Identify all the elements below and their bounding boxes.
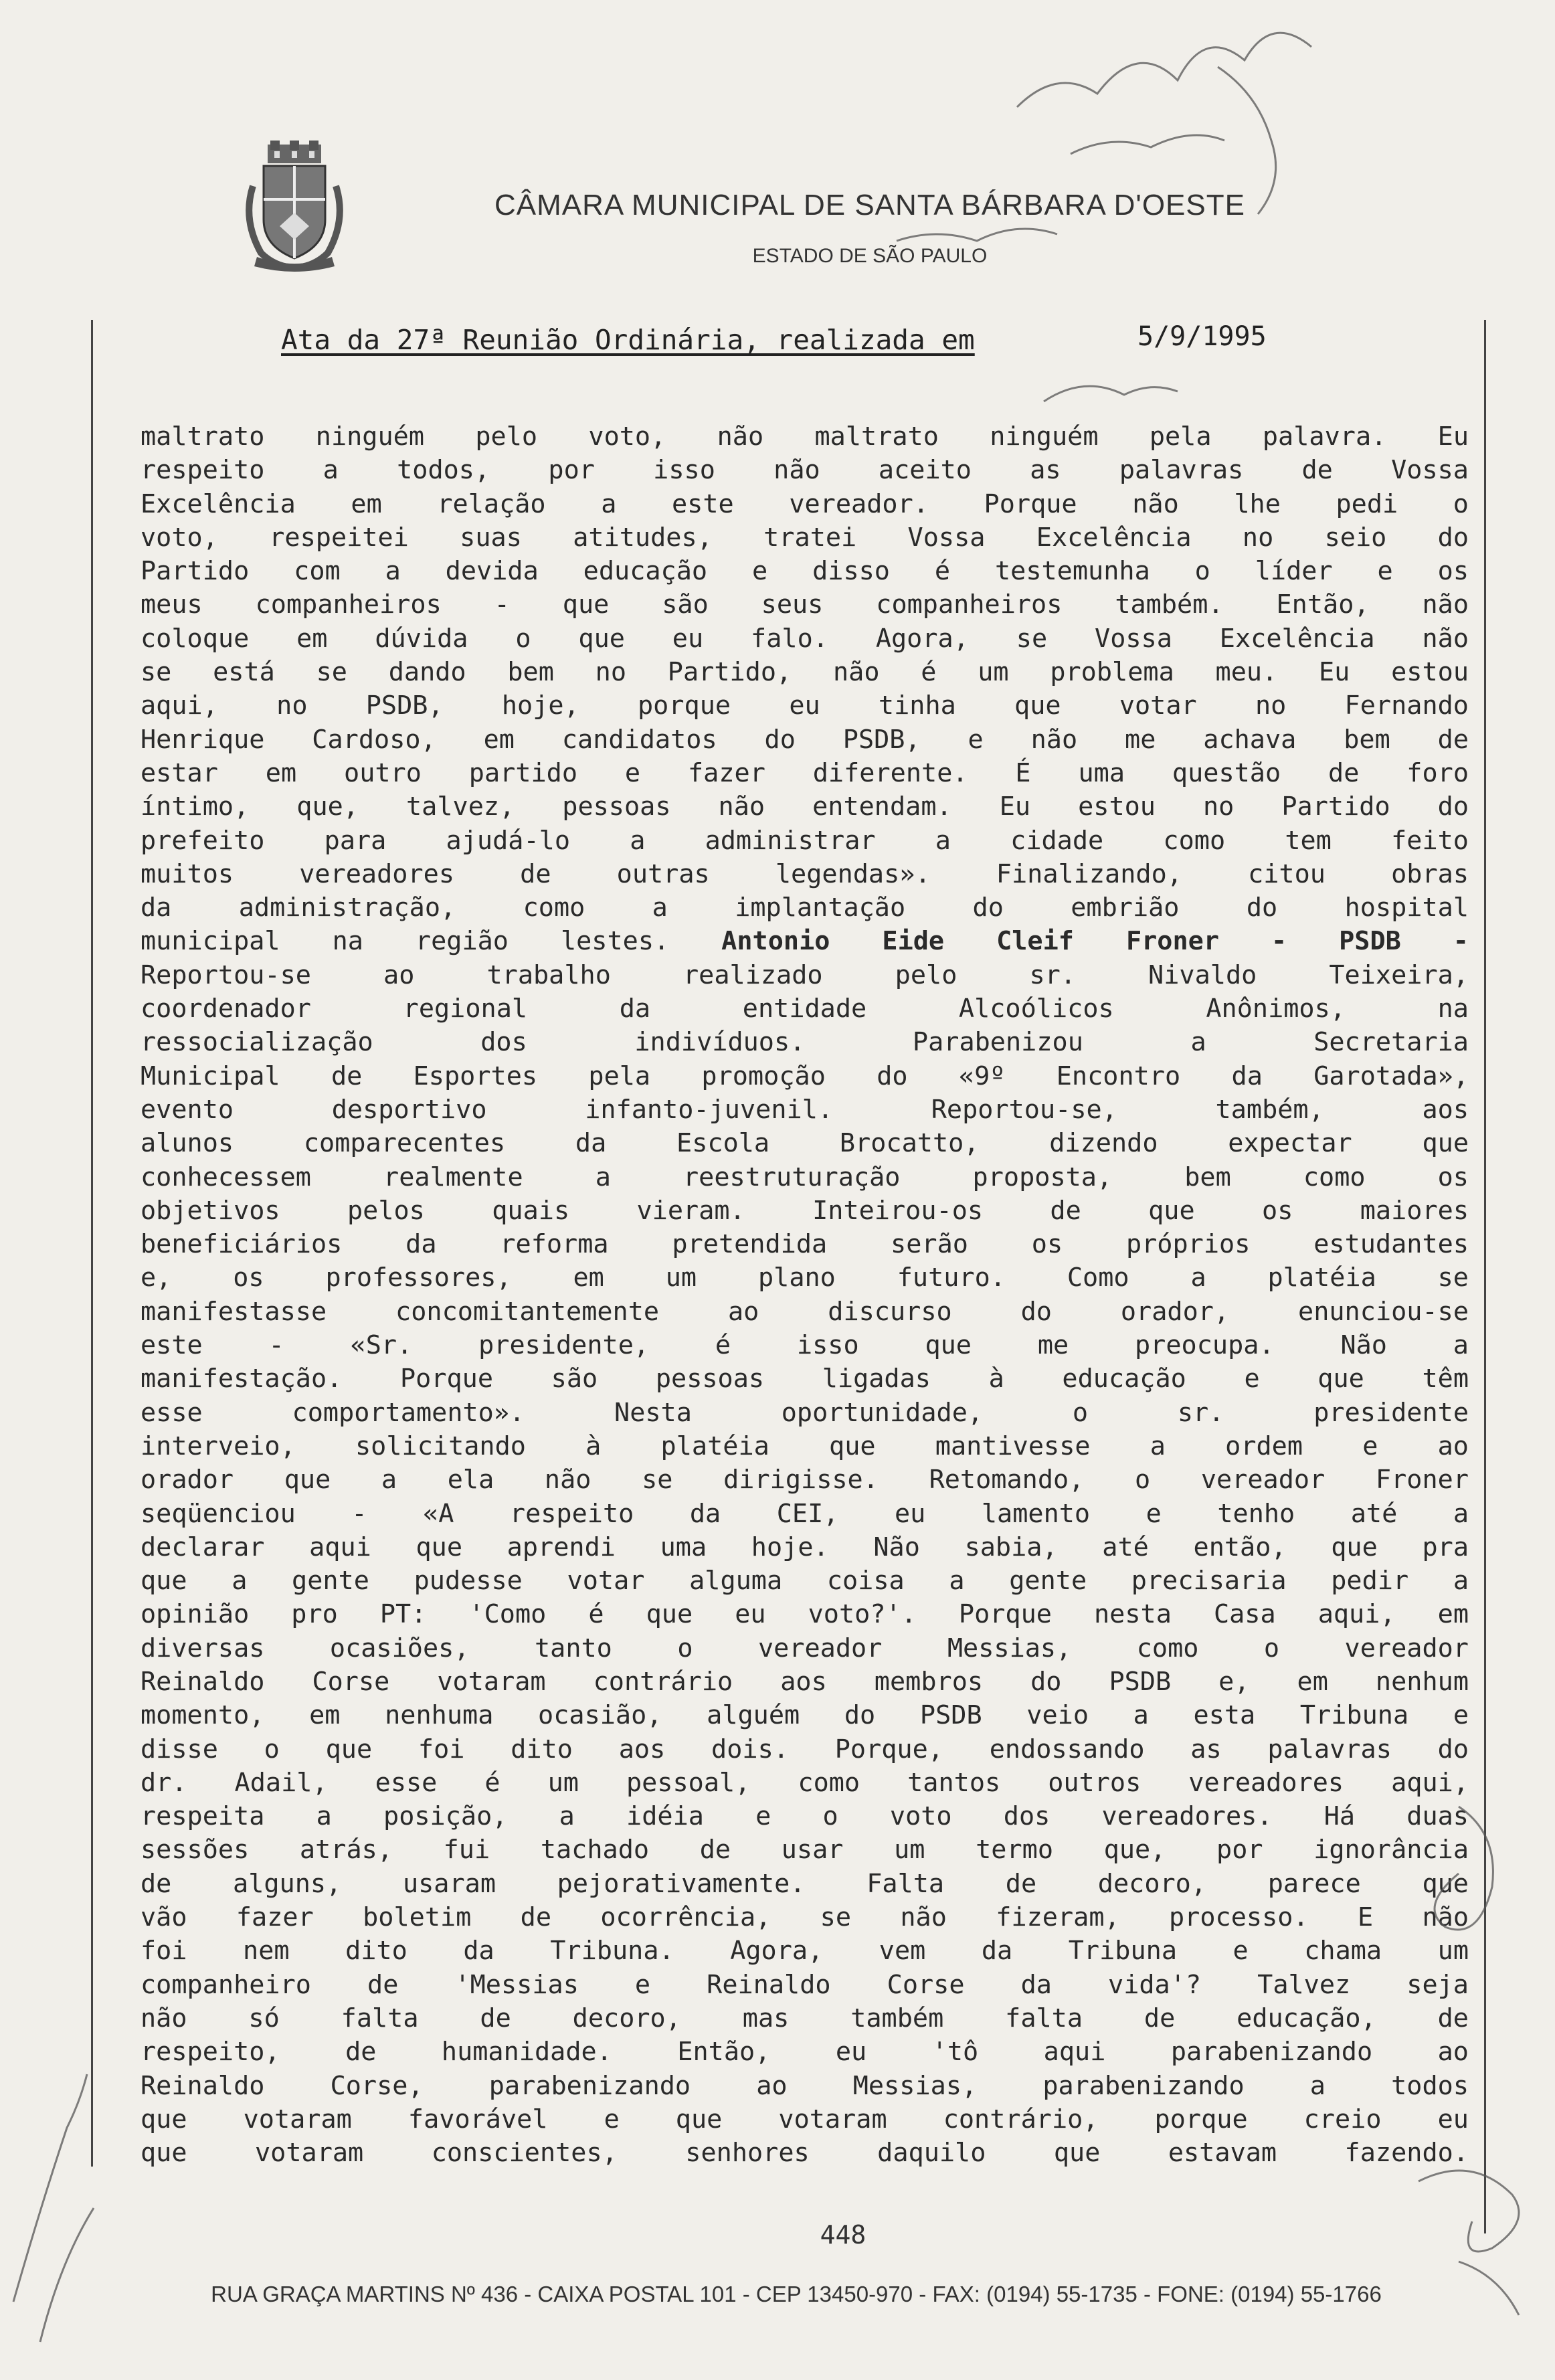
body-line: e, os professores, em um plano futuro. Como a platéia se <box>141 1263 1469 1293</box>
body-line: que votaram conscientes, senhores daquilo que estavam fazendo. <box>141 2138 1469 2169</box>
body-line: Partido com a devida educação e disso é testemunha o líder e os <box>141 556 1469 587</box>
body-line: muitos vereadores de outras legendas». Finalizando, citou obras <box>141 858 1469 889</box>
body-line: seqüenciou - «A respeito da CEI, eu lamento e tenho até a <box>141 1498 1469 1529</box>
body-line-speaker: municipal na região lestes. Antonio Eide Cleif Froner - PSDB - <box>141 926 1469 957</box>
body-line: companheiro de 'Messias e Reinaldo Corse da vida'? Talvez seja <box>141 1969 1469 2000</box>
body-line: sessões atrás, fui tachado de usar um termo que, por ignorância <box>141 1835 1469 1865</box>
footer-address: RUA GRAÇA MARTINS Nº 436 - CAIXA POSTAL 101 - CEP 13450-970 - FAX: (0194) 55-1735 - FONE: (0194) 55-1766 <box>211 2282 1382 2306</box>
page-number: 448 <box>820 2220 866 2250</box>
body-line: que votaram favorável e que votaram contrário, porque creio eu <box>141 2104 1469 2134</box>
body-line: respeita a posição, a idéia e o voto dos vereadores. Há duas <box>141 1801 1469 1832</box>
body-line: este - «Sr. presidente, é isso que me preocupa. Não a <box>141 1330 1469 1361</box>
body-line: manifestasse concomitantemente ao discurso do orador, enunciou-se <box>141 1296 1469 1327</box>
body-line: coloque em dúvida o que eu falo. Agora, se Vossa Excelência não <box>141 623 1469 654</box>
body-line: respeito a todos, por isso não aceito as palavras de Vossa <box>141 455 1469 486</box>
body-line: momento, em nenhuma ocasião, alguém do PSDB veio a esta Tribuna e <box>141 1700 1469 1731</box>
body-line: disse o que foi dito aos dois. Porque, endossando as palavras do <box>141 1734 1469 1764</box>
body-line: evento desportivo infanto-juvenil. Reportou-se, também, aos <box>141 1094 1469 1125</box>
body-line: alunos comparecentes da Escola Brocatto, dizendo expectar que <box>141 1128 1469 1159</box>
body-line: não só falta de decoro, mas também falta de educação, de <box>141 2003 1469 2033</box>
body-line: de alguns, usaram pejorativamente. Falta de decoro, parece que <box>141 1868 1469 1899</box>
right-margin-rule <box>1484 320 1486 2233</box>
body-line: coordenador regional da entidade Alcoólicos Anônimos, na <box>141 994 1469 1024</box>
body-line: opinião pro PT: 'Como é que eu voto?'. Porque nesta Casa aqui, em <box>141 1599 1469 1630</box>
body-line: conhecessem realmente a reestruturação proposta, bem como os <box>141 1162 1469 1192</box>
body-line: maltrato ninguém pelo voto, não maltrato ninguém pela palavra. Eu <box>141 422 1469 452</box>
body-line: que a gente pudesse votar alguma coisa a gente precisaria pedir a <box>141 1566 1469 1596</box>
body-line: se está se dando bem no Partido, não é um problema meu. Eu estou <box>141 657 1469 688</box>
body-line: Reportou-se ao trabalho realizado pelo sr. Nivaldo Teixeira, <box>141 959 1469 990</box>
body-line: diversas ocasiões, tanto o vereador Messias, como o vereador <box>141 1633 1469 1663</box>
minutes-date: 5/9/1995 <box>1137 321 1267 352</box>
body-line: íntimo, que, talvez, pessoas não entendam. Eu estou no Partido do <box>141 792 1469 822</box>
body-line: declarar aqui que aprendi uma hoje. Não sabia, até então, que pra <box>141 1532 1469 1562</box>
state-name: ESTADO DE SÃO PAULO <box>752 245 988 267</box>
body-line: ressocialização dos indivíduos. Parabenizou a Secretaria <box>141 1027 1469 1058</box>
body-line: manifestação. Porque são pessoas ligadas à educação e que têm <box>141 1364 1469 1394</box>
speaker-name: Antonio Eide Cleif Froner - PSDB - <box>721 926 1469 957</box>
body-line: orador que a ela não se dirigisse. Retomando, o vereador Froner <box>141 1465 1469 1495</box>
body-line: interveio, solicitando à platéia que mantivesse a ordem e ao <box>141 1431 1469 1461</box>
left-margin-rule <box>91 320 93 2167</box>
minutes-body <box>141 420 1469 2170</box>
body-line: Henrique Cardoso, em candidatos do PSDB, e não me achava bem de <box>141 724 1469 755</box>
body-line: vão fazer boletim de ocorrência, se não fizeram, processo. E não <box>141 1902 1469 1933</box>
body-line: meus companheiros - que são seus companheiros também. Então, não <box>141 589 1469 620</box>
body-line: dr. Adail, esse é um pessoal, como tantos outros vereadores aqui, <box>141 1767 1469 1798</box>
body-line: Excelência em relação a este vereador. Porque não lhe pedi o <box>141 488 1469 519</box>
body-line: aqui, no PSDB, hoje, porque eu tinha que votar no Fernando <box>141 691 1469 721</box>
body-line: Reinaldo Corse votaram contrário aos membros do PSDB e, em nenhum <box>141 1666 1469 1697</box>
body-line: prefeito para ajudá-lo a administrar a cidade como tem feito <box>141 825 1469 856</box>
body-line: objetivos pelos quais vieram. Inteirou-os de que os maiores <box>141 1195 1469 1226</box>
body-line: estar em outro partido e fazer diferente. É uma questão de foro <box>141 757 1469 788</box>
body-line: respeito, de humanidade. Então, eu 'tô aqui parabenizando ao <box>141 2037 1469 2068</box>
body-line: beneficiários da reforma pretendida serão os próprios estudantes <box>141 1229 1469 1260</box>
minutes-title: Ata da 27ª Reunião Ordinária, realizada em <box>281 324 975 356</box>
body-line: Reinaldo Corse, parabenizando ao Messias, parabenizando a todos <box>141 2070 1469 2101</box>
body-line: da administração, como a implantação do embrião do hospital <box>141 893 1469 923</box>
body-line: voto, respeitei suas atitudes, tratei Vossa Excelência no seio do <box>141 522 1469 553</box>
body-line: Municipal de Esportes pela promoção do «9º Encontro da Garotada», <box>141 1061 1469 1091</box>
body-line: esse comportamento». Nesta oportunidade, o sr. presidente <box>141 1397 1469 1428</box>
municipal-coat-of-arms-icon <box>241 139 348 273</box>
institution-name: CÂMARA MUNICIPAL DE SANTA BÁRBARA D'OESTE <box>494 189 1245 221</box>
body-line: foi nem dito da Tribuna. Agora, vem da Tribuna e chama um <box>141 1936 1469 1966</box>
